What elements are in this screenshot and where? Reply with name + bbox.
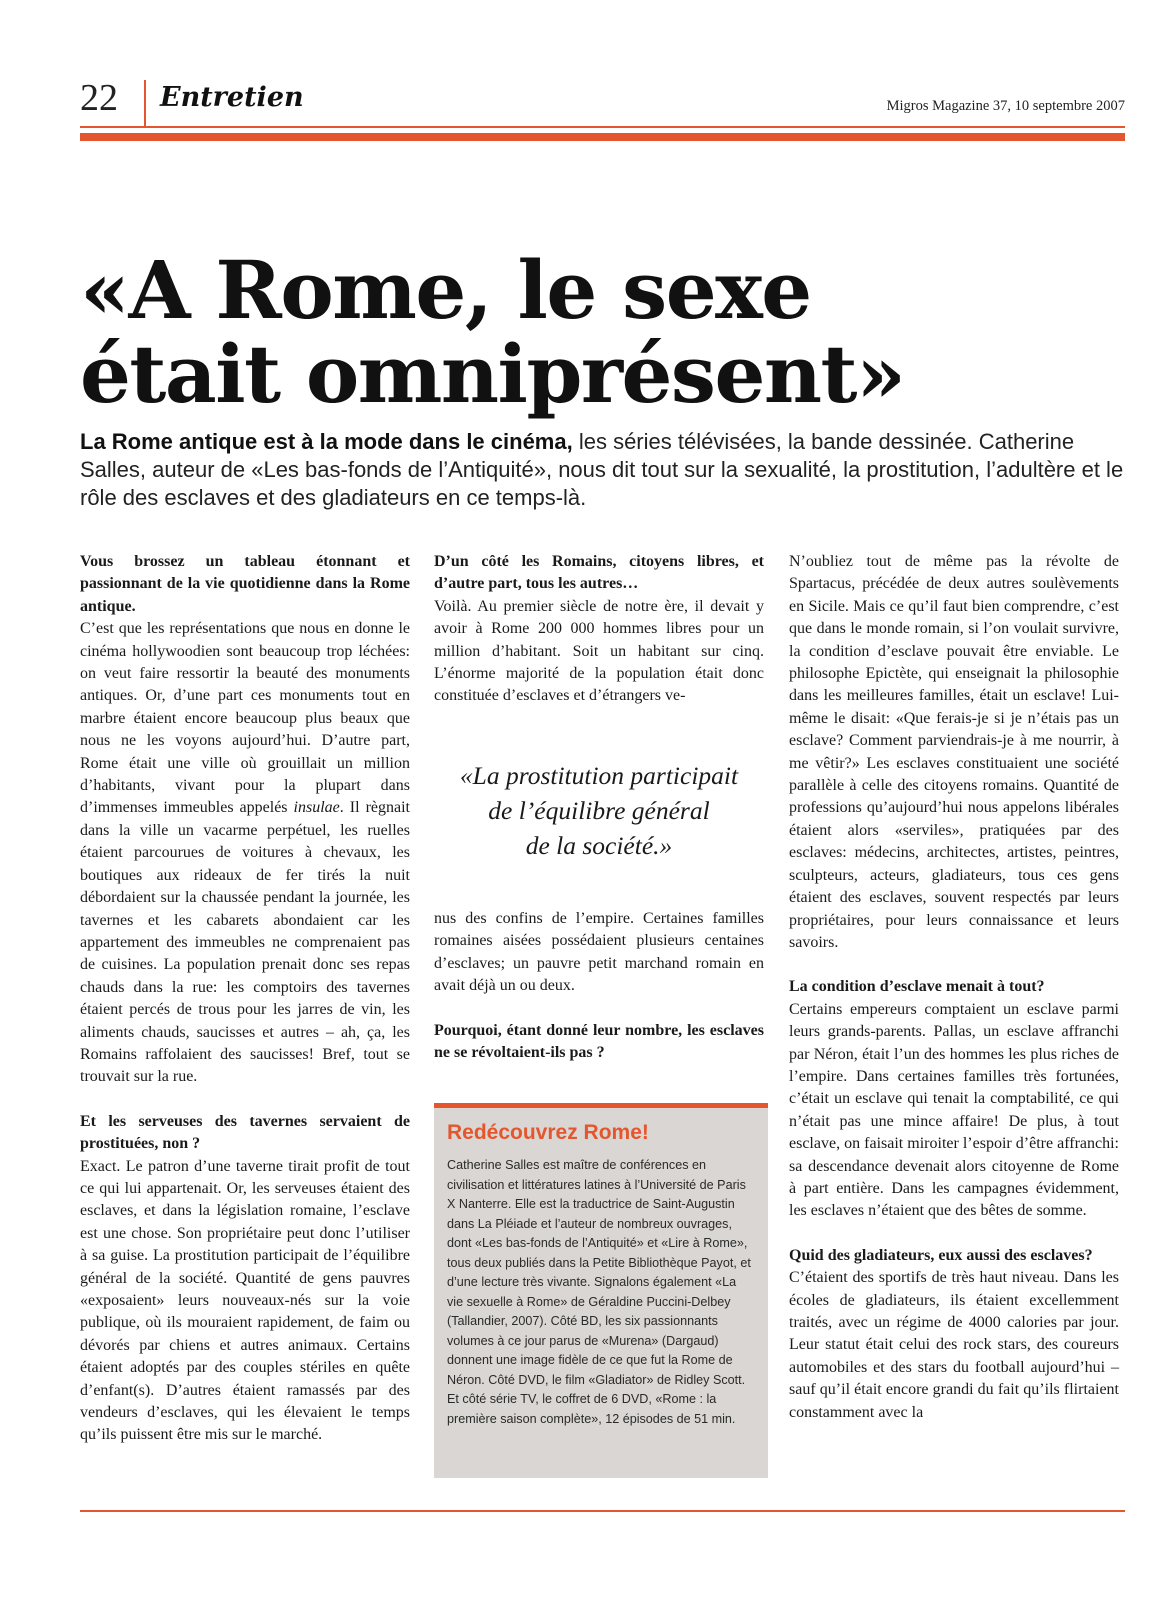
title-line-1: «A Rome, le sexe — [80, 243, 811, 337]
section-label: Entretien — [160, 82, 304, 113]
answer-5: Certains empereurs comptaient un esclave parmi leurs grands-parents. Pallas, un esclave affranchi par Néron, était l’un des hommes les plus riches de l’empire. Dans certaines familles très fortunées, c’était un esclave qui tenait la comptabilité, ce qui n’était pas une mince affaire! De plus, à tout esclave, on faisait miroiter l’espoir d’être affranchi: sa descendance devenait alors citoyenne de Rome à part entière. Dans les campagnes évidemment, les esclaves n’étaient que des bêtes de somme. — [789, 1000, 1119, 1220]
question-3: D’un côté les Romains, citoyens libres, et d’autre part, tous les autres… — [434, 553, 764, 593]
title-line-2: était omniprésent» — [80, 327, 905, 421]
standfirst — [80, 428, 1125, 512]
answer-1-text-cont: . Il règnait dans la ville un vacarme perpétuel, les ruelles étaient parcourues de voitures à chevaux, les boutiques aux rideaux de fer tirés la nuit débordaient sur la chaussée pendant la journée, les tavernes et les cabarets abondaient car les appartement des immeubles ne comprenaient pas de cuisines. La population prenait donc ses repas chauds dans la rue: les comptoirs des tavernes étaient percés de trous pour les jarres de vin, les aliments chauds, saucisses et autres – ah, ça, les Romains raffolaient des saucisses! Bref, tout se trouvait sur la rue. — [80, 799, 410, 1086]
header-rule-thick — [80, 133, 1125, 141]
answer-1-italic: insulae — [293, 799, 340, 817]
answer-3-top: Voilà. Au premier siècle de notre ère, il devait y avoir à Rome 200 000 hommes libres pour un million d’habitant. Soit un habitant sur cinq. L’énorme majorité de la population était donc constituée d’esclaves et d’étrangers ve- — [434, 597, 764, 705]
page-header — [80, 70, 1125, 132]
question-6: Quid des gladiateurs, eux aussi des esclaves? — [789, 1246, 1093, 1264]
answer-1-text: C’est que les représentations que nous en donne le cinéma hollywoodien sont beaucoup trop léchées: on veut faire ressortir la beauté des monuments antiques. Or, d’une part ces monuments tout en marbre étaient encore beaucoup plus beaux que nous ne les voyons aujourd’hui. D’autre part, Rome était une ville où grouillait un million d’habitants, vivant pour la plupart dans d’immenses immeubles appelés — [80, 620, 410, 817]
answer-4: N’oubliez tout de même pas la révolte de Spartacus, précédée de deux autres soulèvements en Sicile. Mais ce qu’il faut bien comprendre, c’est que dans le monde romain, si l’on voulait survivre, la condition d’esclave pouvait être enviable. Le philosophe Epictète, qui enseignait la philosophie dans les meilleures familles, était un esclave! Lui-même le disait: «Que ferais-je si je n’étais pas un esclave? Comment parviendrais-je à me nourrir, à me vêtir?» Les esclaves constituaient une société parallèle à celle des citoyens romains. Quantité de professions qu’aujourd’hui nous appelons libérales étaient alors «serviles», pratiquées par des esclaves: médecins, architectes, artistes, peintres, sculpteurs, acteurs, gladiateurs, tous ces gens étaient des esclaves, souvent respectés par leurs propriétaires, pour leurs connaissance et leurs savoirs. — [789, 553, 1119, 951]
standfirst-rest: les séries télévisées, la bande dessinée. Catherine Salles, auteur de «Les bas-fonds de l’Antiquité», nous dit tout sur la sexualité, la prostitution, l’adultère et le rôle des esclaves et des gladiateurs en ce temps-là. — [80, 429, 1124, 510]
sidebar-title: Redécouvrez Rome! — [447, 1121, 649, 1144]
header-divider — [144, 80, 146, 128]
answer-6: C’étaient des sportifs de très haut niveau. Dans les écoles de gladiateurs, ils étaient excellemment traités, avec un régime de 4000 calories par jour. Leur statut était celui des rock stars, des coureurs automobiles et des stars du football aujourd’hui – sauf qu’il était encore grandi du fait qu’ils flirtaient constamment avec la — [789, 1269, 1119, 1421]
standfirst-lead: La Rome antique est à la mode dans le cinéma, — [80, 429, 573, 454]
sidebar-text: Catherine Salles est maître de conférences en civilisation et littératures latines à l’Université de Paris X Nanterre. Elle est la traductrice de Saint-Augustin dans La Pléiade et l’auteur de nombreux ouvrages, dont «Les bas-fonds de l’Antiquité» et «Lire à Rome», tous deux publiés dans la Petite Bibliothèque Payot, et d’une lecture très vivante. Signalons également «La vie sexuelle à Rome» de Géraldine Puccini-Delbey (Tallandier, 2007). Côté BD, les six passionnants volumes à ce jour parus de «Murena» (Dargaud) donnent une image fidèle de ce que fut la Rome de Néron. Côté DVD, le film «Gladiator» de Ridley Scott. Et côté série TV, le coffret de 6 DVD, «Rome : la première saison complète», 12 épisodes de 51 min. — [447, 1158, 751, 1426]
pull-quote-line-1: «La prostitution participait — [459, 761, 739, 790]
pull-quote — [434, 758, 764, 863]
column-3 — [789, 551, 1119, 1424]
article-title — [80, 243, 1125, 421]
answer-2: Exact. Le patron d’une taverne tirait profit de tout ce qui lui appartenait. Or, les serveuses étaient des esclaves, et dans la législation romaine, l’esclave est une chose. Son propriétaire peut donc l’utiliser à sa guise. La prostitution participait de l’équilibre général de la société. Quantité de gens pauvres «exposaient» leurs nouveaux-nés sur la voie publique, où ils mouraient rapidement, de faim ou dévorés par chiens et autres animaux. Certains étaient adoptés par des couples stériles en quête d’enfant(s). D’autres étaient ramassés par des vendeurs d’esclaves, qui les élevaient le temps qu’ils puissent être mis sur le marché. — [80, 1157, 410, 1444]
pull-quote-line-3: de la société.» — [525, 831, 673, 860]
header-rule-thin — [80, 126, 1125, 128]
column-2 — [434, 551, 764, 708]
question-4: Pourquoi, étant donné leur nombre, les esclaves ne se révoltaient-ils pas ? — [434, 1021, 764, 1062]
publication-info: Migros Magazine 37, 10 septembre 2007 — [886, 98, 1125, 114]
question-5: La condition d’esclave menait à tout? — [789, 978, 1045, 996]
column-2-continued — [434, 908, 764, 1064]
answer-3-bottom: nus des confins de l’empire. Certaines familles romaines aisées possédaient plusieurs centaines d’esclaves; un pauvre petit marchand romain en avait déjà un ou deux. — [434, 910, 764, 995]
question-1: Vous brossez un tableau étonnant et passionnant de la vie quotidienne dans la Rome antique. — [80, 553, 410, 615]
question-2: Et les serveuses des tavernes servaient de prostituées, non ? — [80, 1112, 410, 1153]
answer-1 — [80, 618, 410, 1089]
sidebar-box — [434, 1103, 768, 1478]
footer-rule — [80, 1510, 1125, 1512]
pull-quote-line-2: de l’équilibre général — [488, 796, 710, 825]
column-1 — [80, 551, 410, 1447]
page-number: 22 — [80, 77, 118, 119]
